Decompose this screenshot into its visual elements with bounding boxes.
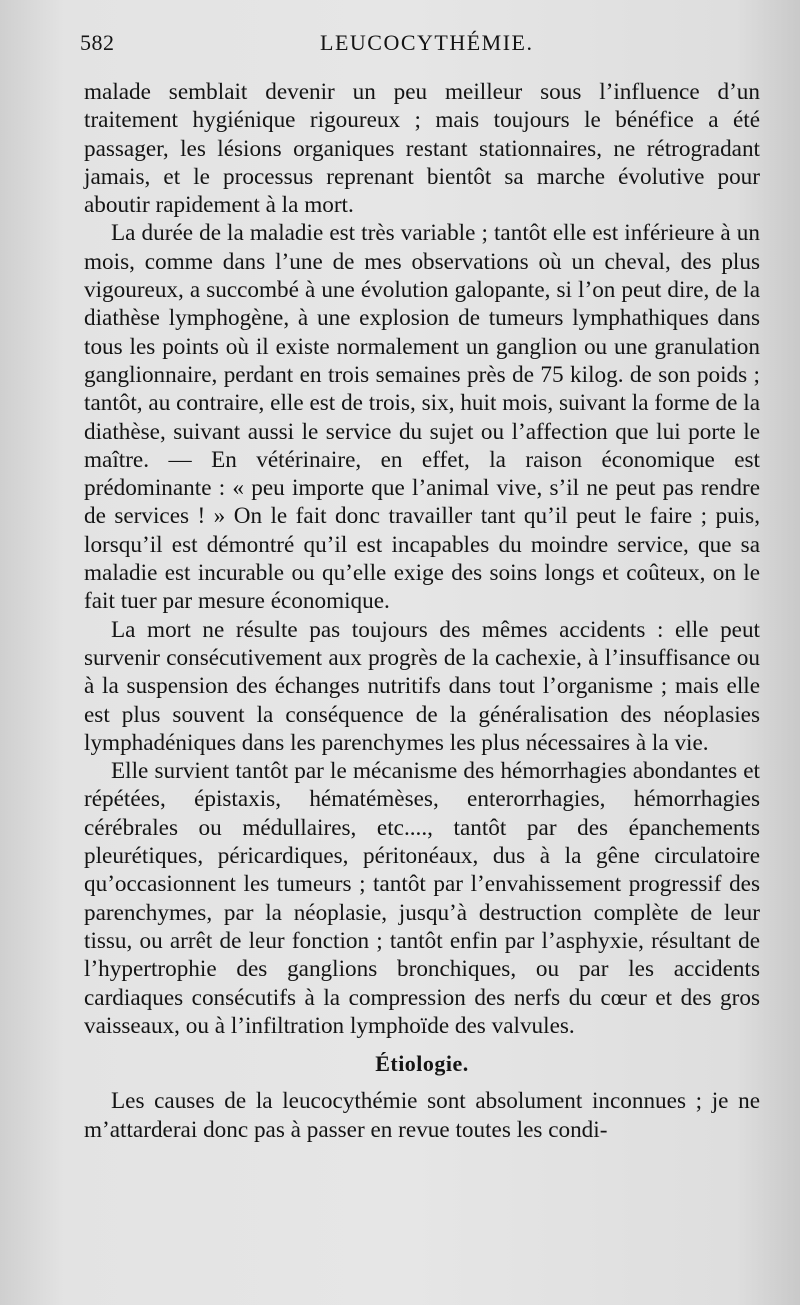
paragraph-continued: malade semblait devenir un peu meilleur sous l’influence d’un traitement hygiénique rigoureux ; mais toujours le bénéfice a été passager, les lésions organiques restant stationnaires, ne rétrogradant jamais, et le processus reprenant bientôt sa marche évolutive pour aboutir rapidement à la mort. — [84, 79, 760, 219]
paragraph-death-causes: La mort ne résulte pas toujours des mêmes accidents : elle peut survenir consécutivement aux progrès de la cachexie, à l’insuffisance ou à la suspension des échanges nutritifs dans tout l’organisme ; mais elle est plus souvent la conséquence de la généralisation des néoplasies lymphadéniques dans les parenchymes les plus nécessaires à la vie. — [84, 616, 760, 756]
paragraph-mechanisms: Elle survient tantôt par le mécanisme des hémorrhagies abondantes et répétées, épistaxis, hématémèses, enterorrhagies, hémorrhagies cérébrales ou médullaires, etc...., tantôt par des épanchements pleurétiques, péricardiques, péritonéaux, dus à la gêne circulatoire qu’occasionnent les tumeurs ; tantôt par l’envahissement progressif des parenchymes, par la néoplasie, jusqu’à destruction complète de leur tissu, ou arrêt de leur fonction ; tantôt enfin par l’asphyxie, résultant de l’hypertrophie des ganglions bronchiques, ou par les accidents cardiaques consécutifs à la compression des nerfs du cœur et des gros vaisseaux, ou à l’infiltration lymphoïde des valvules. — [84, 758, 760, 1039]
section-title: Étiologie. — [375, 1051, 469, 1077]
paragraph-duration: La durée de la maladie est très variable ; tantôt elle est inférieure à un mois, comme dans l’une de mes observations où un cheval, des plus vigoureux, a succombé à une évolution galopante, si l’on peut dire, de la diathèse lymphogène, à une explosion de tumeurs lymphathiques dans tous les points où il existe normalement un ganglion ou une granulation ganglionnaire, perdant en trois semaines près de 75 kilog. de son poids ; tantôt, au contraire, elle est de trois, six, huit mois, suivant la forme de la diathèse, suivant aussi le service du sujet ou l’affection que lui porte le maître. — En vétérinaire, en effet, la raison économique est prédominante : « peu importe que l’animal vive, s’il ne peut pas rendre de services ! » On le fait donc travailler tant qu’il peut le faire ; puis, lorsqu’il est démontré qu’il est incapables du moindre service, que sa maladie est incurable ou qu’elle exige des soins longs et coûteux, on le fait tuer par mesure économique. — [84, 220, 760, 615]
page-number: 582 — [80, 30, 115, 55]
page-header — [80, 30, 760, 64]
paragraph-etiology: Les causes de la leucocythémie sont absolument inconnues ; je ne m’attarderai donc pas à passer en revue toutes les condi- — [84, 1088, 760, 1143]
body-text — [84, 78, 760, 1144]
running-title: LEUCOCYTHÉMIE. — [320, 30, 534, 55]
